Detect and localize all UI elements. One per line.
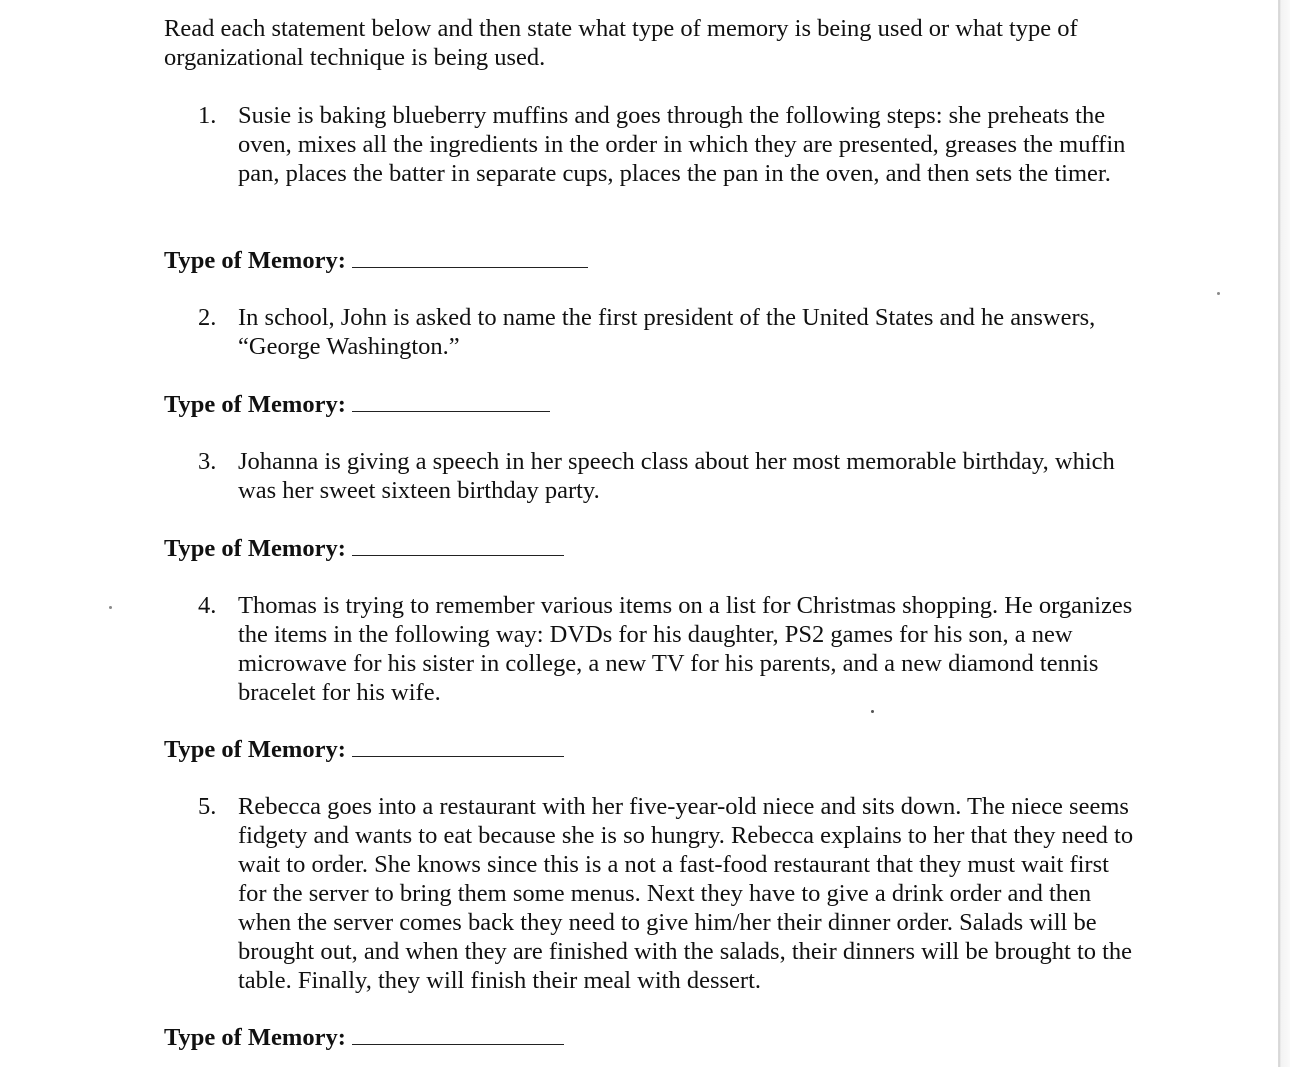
question-number: 2. bbox=[198, 304, 217, 331]
scan-speck bbox=[1217, 292, 1220, 295]
answer-blank-4[interactable] bbox=[352, 736, 564, 757]
answer-row-5 bbox=[164, 1023, 564, 1052]
answer-blank-3[interactable] bbox=[352, 535, 564, 556]
answer-row-3 bbox=[164, 534, 564, 563]
question-number: 4. bbox=[198, 592, 217, 619]
answer-row-4 bbox=[164, 735, 564, 764]
question-4 bbox=[198, 591, 1138, 707]
question-text: Thomas is trying to remember various items on a list for Christmas shopping. He organizes the items in the following way: DVDs for his daughter, PS2 games for his son, a new microwave for his sister in college, a new TV for his parents, and a new diamond tennis bracelet for his wife. bbox=[238, 592, 1133, 706]
question-2 bbox=[198, 303, 1138, 361]
answer-row-1 bbox=[164, 246, 588, 275]
question-number: 1. bbox=[198, 102, 217, 129]
answer-blank-1[interactable] bbox=[352, 247, 588, 268]
question-text: Rebecca goes into a restaurant with her five-year-old niece and sits down. The niece seems fidgety and wants to eat because she is so hungry. Rebecca explains to her that they need to wait to order. She knows since this is a not a fast-food restaurant that they must wait first for the server to bring them some menus. Next they have to give a drink order and then when the server comes back they need to give him/her their dinner order. Salads will be brought out, and when they are finished with the salads, their dinners will be brought to the table. Finally, they will finish their meal with dessert. bbox=[238, 793, 1134, 994]
page-edge-shadow bbox=[1278, 0, 1290, 1067]
answer-label: Type of Memory: bbox=[164, 736, 346, 763]
answer-row-2 bbox=[164, 390, 550, 419]
answer-label: Type of Memory: bbox=[164, 1024, 346, 1051]
answer-blank-5[interactable] bbox=[352, 1024, 564, 1045]
question-text: Susie is baking blueberry muffins and goes through the following steps: she preheats the oven, mixes all the ingredients in the order in which they are presented, greases the muffin pan, places the batter in separate cups, places the pan in the oven, and then sets the timer. bbox=[238, 102, 1126, 187]
question-text: Johanna is giving a speech in her speech class about her most memorable birthday, which was her sweet sixteen birthday party. bbox=[238, 448, 1115, 504]
question-number: 5. bbox=[198, 793, 217, 820]
question-3 bbox=[198, 447, 1138, 505]
instructions-text: Read each statement below and then state what type of memory is being used or what type of organizational technique is being used. bbox=[164, 15, 1078, 71]
scan-speck bbox=[871, 710, 874, 713]
question-number: 3. bbox=[198, 448, 217, 475]
question-text: In school, John is asked to name the first president of the United States and he answers, “George Washington.” bbox=[238, 304, 1096, 360]
scan-speck bbox=[109, 606, 112, 609]
answer-label: Type of Memory: bbox=[164, 535, 346, 562]
answer-blank-2[interactable] bbox=[352, 391, 550, 412]
answer-label: Type of Memory: bbox=[164, 247, 346, 274]
answer-label: Type of Memory: bbox=[164, 391, 346, 418]
question-1 bbox=[198, 101, 1138, 188]
question-5 bbox=[198, 792, 1138, 995]
